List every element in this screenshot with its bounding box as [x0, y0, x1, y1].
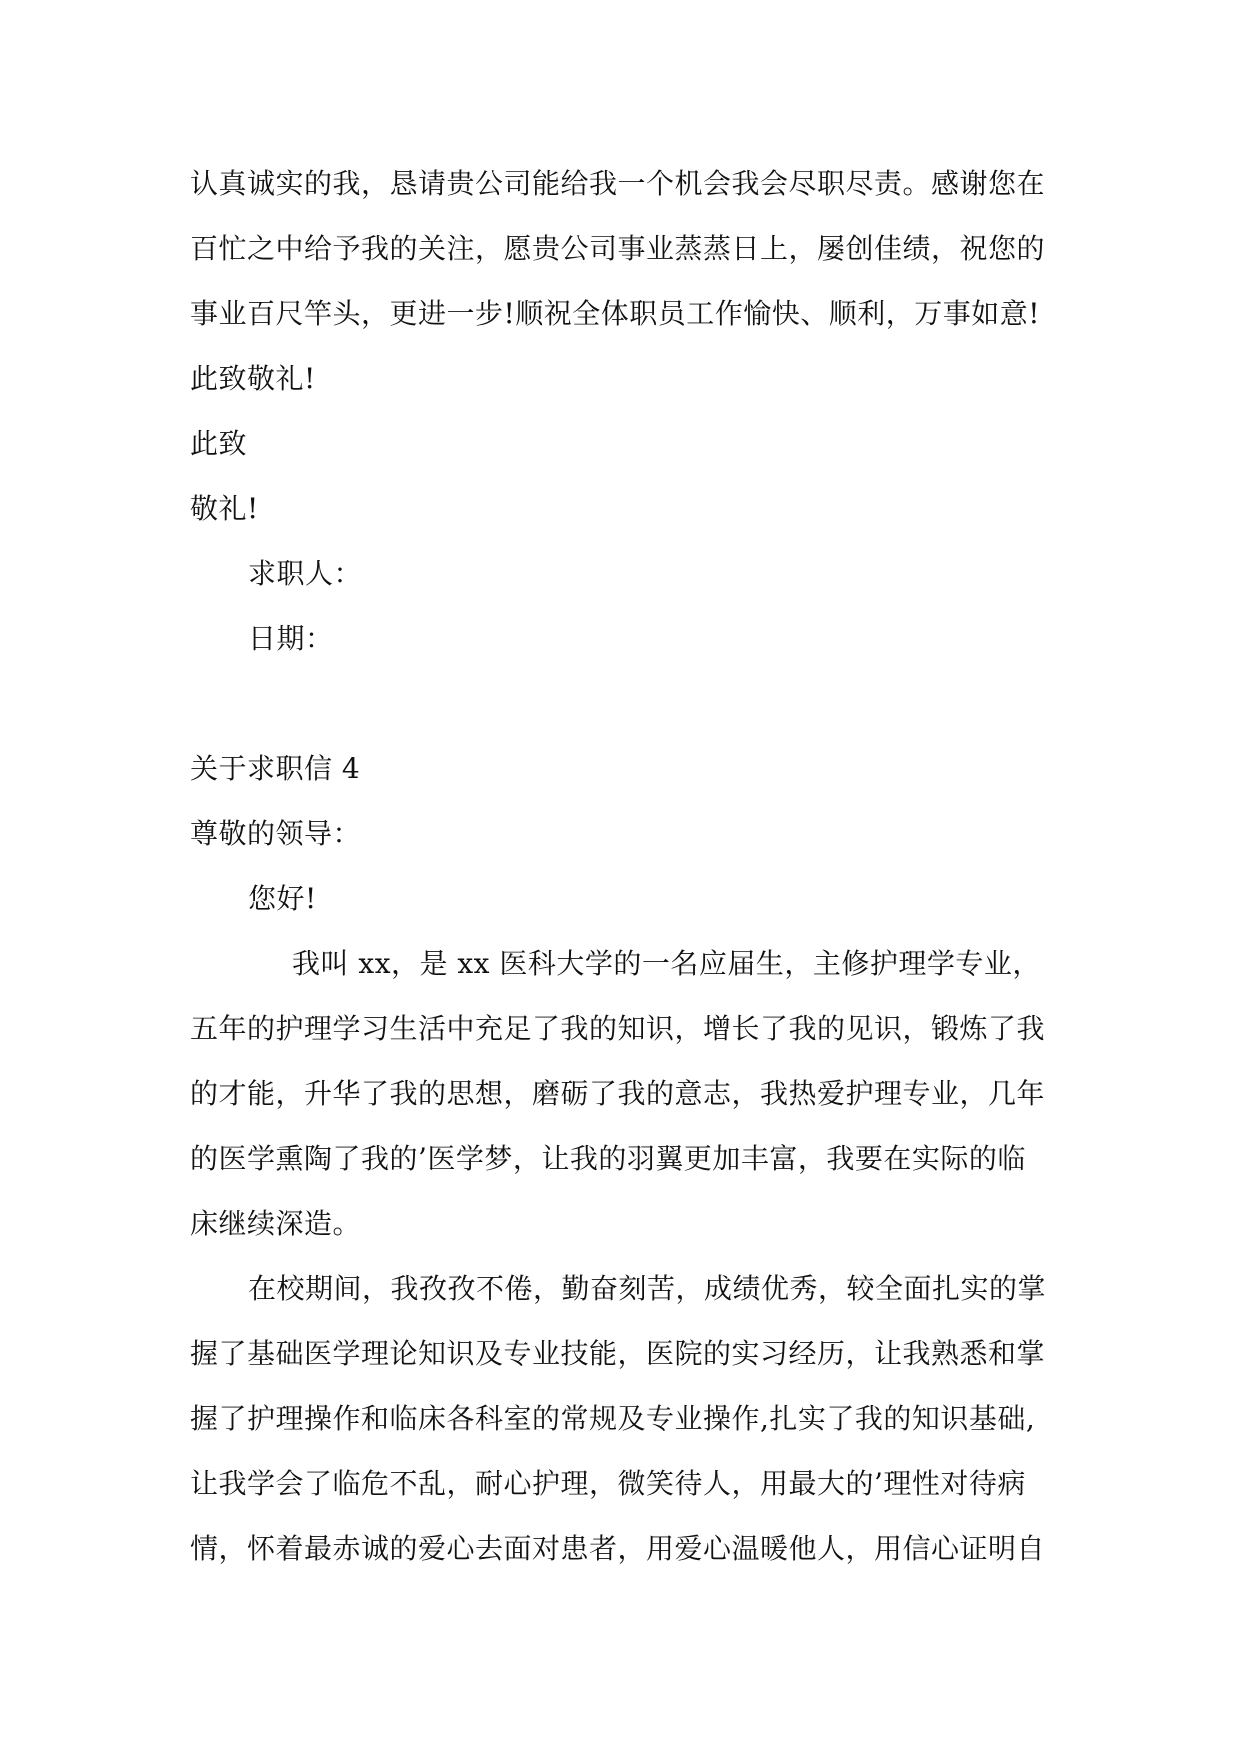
paragraph-line: 握了护理操作和临床各科室的常规及专业操作,扎实了我的知识基础,	[190, 1402, 1036, 1435]
paragraph-line: 床继续深造。	[190, 1207, 362, 1240]
text-line: 事业百尺竿头，更进一步!顺祝全体职员工作愉快、顺利，万事如意!	[190, 297, 1041, 330]
greeting: 您好!	[248, 882, 317, 915]
paragraph-line: 的才能，升华了我的思想，磨砺了我的意志，我热爱护理专业，几年	[190, 1077, 1046, 1110]
applicant-label: 求职人：	[248, 557, 363, 590]
closing-jingli: 敬礼!	[190, 492, 259, 525]
text-line: 认真诚实的我，恳请贵公司能给我一个机会我会尽职尽责。感谢您在	[190, 167, 1046, 200]
text-line: 百忙之中给予我的关注，愿贵公司事业蒸蒸日上，屡创佳绩，祝您的	[190, 232, 1046, 265]
paragraph-line: 让我学会了临危不乱，耐心护理，微笑待人，用最大的’理性对待病	[190, 1467, 1026, 1500]
closing-cizhi: 此致	[190, 427, 248, 460]
paragraph-line: 握了基础医学理论知识及专业技能，医院的实习经历，让我熟悉和掌	[190, 1337, 1046, 1370]
section-title: 关于求职信 4	[190, 752, 361, 785]
paragraph-line: 我叫 xx，是 xx 医科大学的一名应届生，主修护理学专业，	[292, 947, 1041, 980]
closing-line: 此致敬礼!	[190, 362, 316, 395]
paragraph-line: 的医学熏陶了我的’医学梦，让我的羽翼更加丰富，我要在实际的临	[190, 1142, 1026, 1175]
paragraph-line: 五年的护理学习生活中充足了我的知识，增长了我的见识，锻炼了我	[190, 1012, 1046, 1045]
date-label: 日期：	[248, 622, 334, 655]
salutation: 尊敬的领导：	[190, 817, 362, 850]
paragraph-line: 情，怀着最赤诚的爱心去面对患者，用爱心温暖他人，用信心证明自	[190, 1532, 1046, 1565]
paragraph-line: 在校期间，我孜孜不倦，勤奋刻苦，成绩优秀，较全面扎实的掌	[248, 1272, 1047, 1305]
